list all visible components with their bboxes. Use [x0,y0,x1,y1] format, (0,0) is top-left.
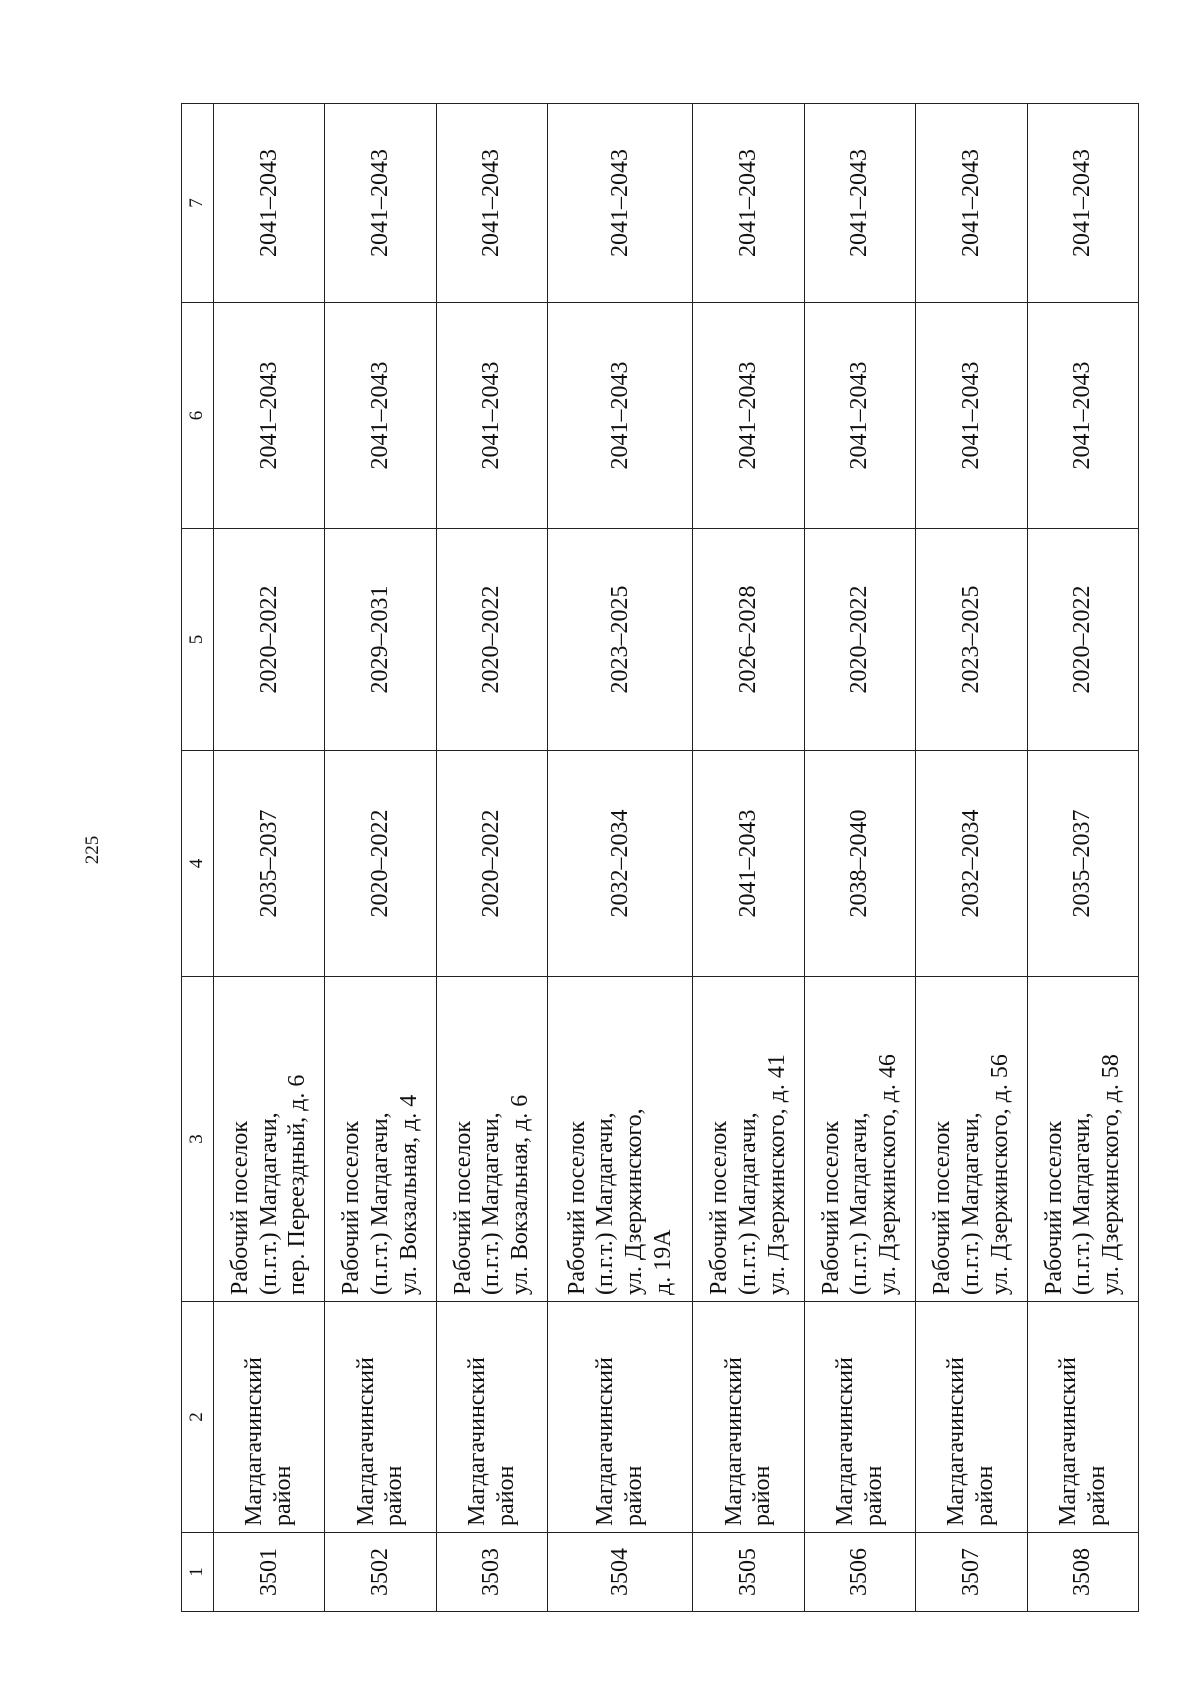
address-line: ул. Дзержинского, д. 58 [1098,1054,1125,1295]
table-row [1027,104,1139,1612]
address-line: (п.г.т.) Магдагачи, [478,1112,505,1295]
column-number: 1 [182,1533,214,1612]
table-row [804,104,915,1612]
column-number: 5 [182,529,214,751]
period-cell-col6: 2041–2043 [213,303,324,529]
address-line: Рабочий поселок [563,1120,590,1295]
record-number-cell: 3501 [213,1533,324,1612]
period-cell-col7: 2041–2043 [804,104,915,303]
period-cell-col4: 2032–2034 [548,751,693,977]
period-cell-col6: 2041–2043 [804,303,915,529]
address-cell [325,977,436,1302]
period-cell-col5: 2020–2022 [436,529,547,751]
period-cell-col6: 2041–2043 [693,303,804,529]
table-row [693,104,804,1612]
address-line: (п.г.т.) Магдагачи, [1069,1112,1096,1295]
address-line: д. 19А [649,1229,676,1295]
record-number-cell: 3504 [548,1533,693,1612]
page-number: 225 [82,835,103,865]
address-line: (п.г.т.) Магдагачи, [735,1112,761,1295]
address-line: (п.г.т.) Магдагачи, [846,1112,873,1295]
address-line: (п.г.т.) Магдагачи, [957,1112,984,1295]
address-line: (п.г.т.) Магдагачи, [592,1112,619,1295]
table-body [182,104,1139,1612]
period-cell-col4: 2032–2034 [916,751,1027,977]
period-cell-col6: 2041–2043 [916,303,1027,529]
period-cell-col7: 2041–2043 [436,104,547,303]
address-cell [693,977,804,1302]
schedule-table [181,103,1139,1612]
period-cell-col5: 2020–2022 [804,529,915,751]
period-cell-col4: 2020–2022 [436,751,547,977]
address-line: ул. Вокзальная, д. 6 [507,1094,534,1295]
address-cell [916,977,1027,1302]
address-cell [804,977,915,1302]
district-cell: Магдагачинский район [1027,1302,1139,1533]
period-cell-col4: 2035–2037 [1027,751,1139,977]
record-number-cell: 3502 [325,1533,436,1612]
period-cell-col5: 2020–2022 [1027,529,1139,751]
address-line: (п.г.т.) Магдагачи, [255,1112,282,1295]
period-cell-col5: 2020–2022 [213,529,324,751]
period-cell-col5: 2029–2031 [325,529,436,751]
column-number-row [182,104,214,1612]
district-cell: Магдагачинский район [804,1302,915,1533]
table-row [548,104,693,1612]
period-cell-col6: 2041–2043 [1027,303,1139,529]
period-cell-col5: 2023–2025 [916,529,1027,751]
column-number: 3 [182,977,214,1302]
period-cell-col7: 2041–2043 [325,104,436,303]
district-cell: Магдагачинский район [548,1302,693,1533]
period-cell-col7: 2041–2043 [213,104,324,303]
district-cell: Магдагачинский район [916,1302,1027,1533]
address-line: ул. Дзержинского, д. 41 [763,1054,790,1295]
district-cell: Магдагачинский район [325,1302,436,1533]
address-line: Рабочий поселок [449,1120,476,1295]
address-line: Рабочий поселок [338,1120,365,1295]
address-line: пер. Переездный, д. 6 [284,1074,311,1295]
table-row [436,104,547,1612]
table-row [213,104,324,1612]
record-number-cell: 3505 [693,1533,804,1612]
address-line: Рабочий поселок [226,1120,253,1295]
period-cell-col4: 2035–2037 [213,751,324,977]
period-cell-col6: 2041–2043 [325,303,436,529]
district-cell: Магдагачинский район [213,1302,324,1533]
address-line: (п.г.т.) Магдагачи, [367,1112,394,1295]
column-number: 2 [182,1302,214,1533]
period-cell-col6: 2041–2043 [548,303,693,529]
address-cell [213,977,324,1302]
address-cell [1027,977,1139,1302]
address-cell [548,977,693,1302]
period-cell-col4: 2041–2043 [693,751,804,977]
district-cell: Магдагачинский район [693,1302,804,1533]
table-row [325,104,436,1612]
period-cell-col7: 2041–2043 [1027,104,1139,303]
district-cell: Магдагачинский район [436,1302,547,1533]
column-number: 4 [182,751,214,977]
address-cell [436,977,547,1302]
address-line: Рабочий поселок [929,1120,956,1295]
period-cell-col7: 2041–2043 [693,104,804,303]
record-number-cell: 3508 [1027,1533,1139,1612]
address-line: ул. Дзержинского, [621,1108,648,1295]
record-number-cell: 3507 [916,1533,1027,1612]
address-line: Рабочий поселок [706,1120,733,1295]
period-cell-col4: 2020–2022 [325,751,436,977]
period-cell-col7: 2041–2043 [548,104,693,303]
period-cell-col5: 2023–2025 [548,529,693,751]
column-number: 6 [182,303,214,529]
address-line: ул. Дзержинского, д. 56 [986,1054,1013,1295]
table-row [916,104,1027,1612]
period-cell-col6: 2041–2043 [436,303,547,529]
address-line: Рабочий поселок [1040,1120,1067,1295]
address-line: Рабочий поселок [817,1120,844,1295]
period-cell-col7: 2041–2043 [916,104,1027,303]
record-number-cell: 3506 [804,1533,915,1612]
column-number: 7 [182,104,214,303]
period-cell-col5: 2026–2028 [693,529,804,751]
period-cell-col4: 2038–2040 [804,751,915,977]
rotated-page-content [181,104,1139,1612]
address-line: ул. Дзержинского, д. 46 [875,1054,902,1295]
record-number-cell: 3503 [436,1533,547,1612]
address-line: ул. Вокзальная, д. 4 [395,1094,422,1295]
